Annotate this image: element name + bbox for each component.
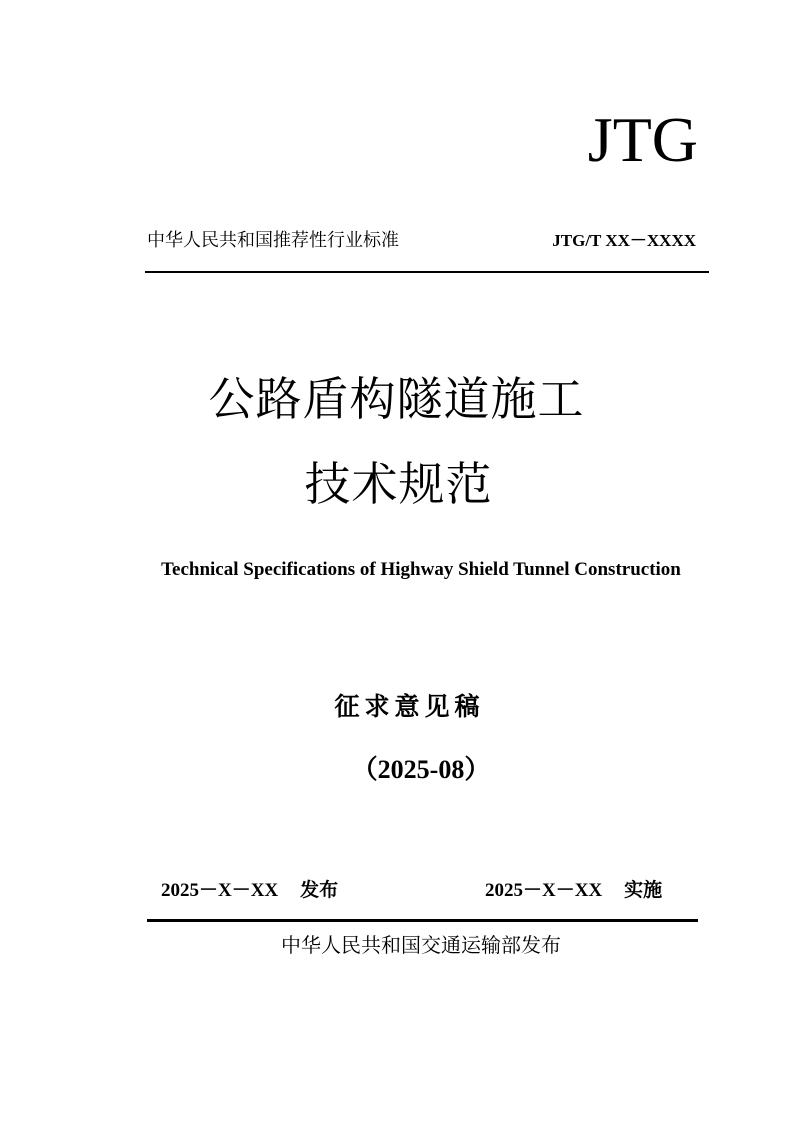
effective-date-row xyxy=(485,876,662,905)
issue-label: 发布 xyxy=(300,879,339,901)
title-en: Technical Specifications of Highway Shield Tunnel Construction xyxy=(161,559,681,580)
title-zh-line1: 公路盾构隧道施工 xyxy=(208,372,585,426)
issue-date: 2025－X－XX xyxy=(161,880,279,901)
issue-date-row xyxy=(161,876,338,905)
standard-code: JTG/T XX－XXXX xyxy=(552,231,696,250)
bottom-divider xyxy=(147,919,698,922)
title-zh-line2: 技术规范 xyxy=(304,457,493,511)
top-divider xyxy=(145,271,709,273)
standard-logo: JTG xyxy=(587,104,698,175)
draft-label: 征求意见稿 xyxy=(334,692,485,721)
effective-label: 实施 xyxy=(624,879,663,901)
draft-date: （2025-08） xyxy=(351,755,491,784)
publisher: 中华人民共和国交通运输部发布 xyxy=(281,933,561,957)
effective-date: 2025－X－XX xyxy=(485,880,603,901)
standard-type: 中华人民共和国推荐性行业标准 xyxy=(147,230,399,251)
